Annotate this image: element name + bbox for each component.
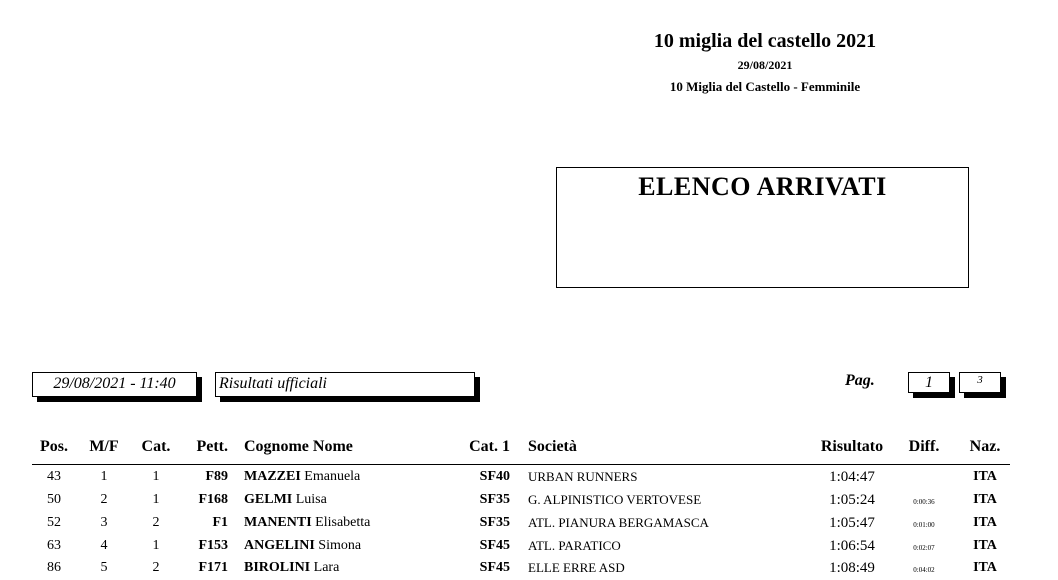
cell-firstname: Luisa (295, 492, 327, 507)
cell-name (244, 560, 454, 576)
cell-cat1: SF45 (479, 538, 510, 553)
cell-mf: 1 (100, 469, 108, 484)
cell-cat1: SF35 (479, 515, 510, 530)
page-total: 3 (959, 372, 1001, 393)
cell-firstname: Simona (318, 538, 362, 553)
header-cat1: Cat. 1 (469, 438, 510, 455)
results-status: Risultati ufficiali (215, 372, 475, 397)
cell-risultato: 1:08:49 (829, 560, 875, 576)
page-current: 1 (908, 372, 950, 393)
cell-naz: ITA (973, 469, 997, 484)
print-datetime: 29/08/2021 - 11:40 (32, 372, 197, 397)
cell-naz: ITA (973, 492, 997, 507)
header-pett: Pett. (196, 438, 228, 455)
cell-surname: BIROLINI (244, 560, 311, 575)
header-name: Cognome Nome (244, 438, 353, 455)
cell-pos: 52 (47, 515, 61, 530)
header-diff: Diff. (908, 438, 940, 455)
cell-pos: 50 (47, 492, 61, 507)
cell-risultato: 1:04:47 (829, 469, 875, 485)
table-header (32, 436, 1010, 465)
table-row (32, 557, 1010, 579)
cell-risultato: 1:06:54 (829, 538, 875, 554)
header-cat: Cat. (141, 438, 171, 455)
cell-cat: 1 (152, 469, 160, 484)
cell-diff: 0:00:36 (913, 498, 935, 506)
cell-surname: MAZZEI (244, 469, 301, 484)
event-date: 29/08/2021 (737, 58, 793, 72)
cell-societa: ATL. PIANURA BERGAMASCA (528, 515, 709, 530)
event-title: 10 miglia del castello 2021 (653, 30, 877, 52)
cell-cat1: SF35 (479, 492, 510, 507)
cell-risultato: 1:05:47 (829, 515, 875, 531)
cell-cat1: SF45 (479, 560, 510, 575)
cell-pett: F171 (198, 560, 228, 575)
table-row (32, 489, 1010, 511)
cell-surname: ANGELINI (244, 538, 315, 553)
cell-pett: F1 (212, 515, 228, 530)
cell-cat1: SF40 (479, 469, 510, 484)
report-title-box (556, 167, 969, 288)
page-label: Pag. (845, 372, 875, 389)
cell-surname: GELMI (244, 492, 293, 507)
cell-cat: 1 (152, 538, 160, 553)
cell-naz: ITA (973, 515, 997, 530)
cell-pett: F89 (205, 469, 228, 484)
header-societa: Società (528, 438, 577, 455)
cell-diff: 0:01:00 (913, 521, 935, 529)
cell-mf: 5 (100, 560, 108, 575)
cell-societa: ELLE ERRE ASD (528, 560, 625, 575)
cell-diff: 0:04:02 (913, 566, 935, 574)
table-row (32, 512, 1010, 534)
cell-societa: G. ALPINISTICO VERTOVESE (528, 492, 702, 507)
event-subtitle: 10 Miglia del Castello - Femminile (669, 79, 861, 94)
cell-cat: 1 (152, 492, 160, 507)
table-row (32, 535, 1010, 557)
cell-pos: 86 (47, 560, 61, 575)
cell-cat: 2 (152, 515, 160, 530)
table-row (32, 466, 1010, 488)
cell-risultato: 1:05:24 (829, 492, 875, 508)
cell-societa: URBAN RUNNERS (528, 469, 638, 484)
cell-firstname: Elisabetta (315, 515, 371, 530)
cell-surname: MANENTI (244, 515, 312, 530)
cell-mf: 4 (100, 538, 108, 553)
header-naz: Naz. (969, 438, 1001, 455)
header-risultato: Risultato (820, 438, 884, 455)
cell-pett: F153 (198, 538, 228, 553)
cell-naz: ITA (973, 538, 997, 553)
cell-name (244, 515, 454, 531)
cell-name (244, 492, 454, 508)
cell-mf: 3 (100, 515, 108, 530)
cell-firstname: Lara (313, 560, 340, 575)
cell-pos: 63 (47, 538, 61, 553)
cell-diff: 0:02:07 (913, 544, 935, 552)
cell-name (244, 469, 454, 485)
cell-cat: 2 (152, 560, 160, 575)
cell-name (244, 538, 454, 554)
cell-societa: ATL. PARATICO (528, 538, 621, 553)
header-mf: M/F (89, 438, 119, 455)
cell-naz: ITA (973, 560, 997, 575)
cell-firstname: Emanuela (304, 469, 361, 484)
header-pos: Pos. (40, 438, 68, 455)
cell-pos: 43 (47, 469, 61, 484)
cell-mf: 2 (100, 492, 108, 507)
cell-pett: F168 (198, 492, 228, 507)
report-title: ELENCO ARRIVATI (638, 172, 887, 201)
